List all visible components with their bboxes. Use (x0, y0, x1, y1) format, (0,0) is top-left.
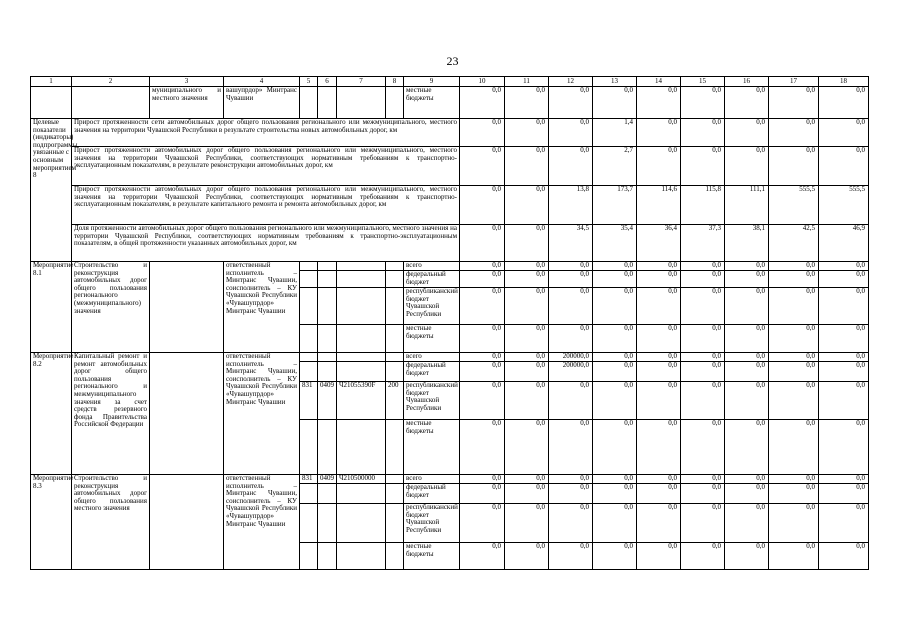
value-cell: 0,0 (505, 420, 549, 475)
col-header: 3 (150, 77, 224, 87)
value-cell: 0,0 (460, 262, 505, 271)
col-header: 7 (337, 77, 386, 87)
col-header: 15 (681, 77, 725, 87)
value-cell: 0,0 (725, 475, 769, 484)
value-cell: 0,0 (637, 484, 681, 504)
value-cell: 0,0 (681, 271, 725, 288)
header-row (31, 77, 869, 87)
cell (386, 288, 404, 325)
value-cell: 0,0 (819, 87, 869, 119)
cell (318, 288, 337, 325)
value-cell: 0,0 (819, 484, 869, 504)
cell (318, 362, 337, 382)
value-cell: 0,0 (505, 475, 549, 484)
value-cell: 0,0 (681, 362, 725, 382)
value-cell: 0,0 (819, 362, 869, 382)
responsible-cell: ответственный исполнитель – Минтранс Чувашии, соисполнитель – КУ Чувашской Республики «Чувашупрдор» Минтранс Чувашии (224, 475, 300, 570)
value-cell: 0,0 (725, 325, 769, 353)
value-cell: 0,0 (549, 147, 593, 186)
value-cell: 0,0 (460, 186, 505, 225)
cell (300, 543, 318, 570)
value-cell: 0,0 (505, 504, 549, 543)
value-cell: 0,0 (681, 543, 725, 570)
cell (31, 87, 72, 119)
value-cell: 0,0 (637, 87, 681, 119)
indicator-text: Прирост протяженности сети автомобильных дорог общего пользования регионального или межмуниципального, местного значения на территории Чувашской Республики в результате строительства новых автомобильных дорог, км (72, 119, 460, 147)
source-cell: местные бюджеты (404, 87, 460, 119)
value-cell: 0,0 (819, 504, 869, 543)
value-cell: 0,0 (819, 262, 869, 271)
value-cell: 0,0 (819, 288, 869, 325)
cell (318, 420, 337, 475)
value-cell: 0,0 (725, 382, 769, 420)
value-cell: 0,0 (637, 325, 681, 353)
value-cell: 173,7 (593, 186, 637, 225)
value-cell: 0,0 (769, 382, 819, 420)
col-header: 12 (549, 77, 593, 87)
cell (386, 325, 404, 353)
value-cell: 0,0 (549, 504, 593, 543)
value-cell: 0,0 (637, 262, 681, 271)
cell (386, 484, 404, 504)
page-number: 23 (446, 54, 459, 68)
value-cell: 0,0 (725, 147, 769, 186)
value-cell: 555,5 (819, 186, 869, 225)
value-cell: 0,0 (637, 543, 681, 570)
cell (337, 325, 386, 353)
value-cell: 0,0 (637, 420, 681, 475)
cell (386, 543, 404, 570)
value-cell: 42,5 (769, 225, 819, 262)
cell (386, 353, 404, 362)
col-header: 5 (300, 77, 318, 87)
col-header: 11 (505, 77, 549, 87)
cell (318, 87, 337, 119)
value-cell: 0,0 (460, 119, 505, 147)
event-row (31, 262, 869, 271)
value-cell: 0,0 (725, 271, 769, 288)
cell (337, 504, 386, 543)
value-cell: 0,0 (593, 288, 637, 325)
value-cell: 0,0 (505, 353, 549, 362)
cell (386, 271, 404, 288)
value-cell: 0,0 (460, 420, 505, 475)
indicator-text: Доля протяженности автомобильных дорог общего пользования регионального или межмуниципального, местного значения на территории Чувашской Республики, соответствующих нормативным требованиям к транспортно-эксплуатационным показателям, в общей протяженности указанных автомобильных дорог, км (72, 225, 460, 262)
value-cell: 0,0 (637, 119, 681, 147)
cell (337, 271, 386, 288)
value-cell: 0,0 (549, 325, 593, 353)
value-cell: 35,4 (593, 225, 637, 262)
value-cell: 1,4 (593, 119, 637, 147)
value-cell: 0,0 (637, 353, 681, 362)
col-header: 10 (460, 77, 505, 87)
value-cell: 0,0 (549, 543, 593, 570)
col-header: 4 (224, 77, 300, 87)
indicator-row (31, 147, 869, 186)
cell (318, 353, 337, 362)
value-cell: 0,0 (769, 353, 819, 362)
value-cell: 0,0 (505, 362, 549, 382)
cell (300, 87, 318, 119)
value-cell: 0,0 (505, 382, 549, 420)
value-cell: 13,8 (549, 186, 593, 225)
value-cell: 0,0 (460, 504, 505, 543)
value-cell: 111,1 (725, 186, 769, 225)
value-cell: 36,4 (637, 225, 681, 262)
value-cell: 0,0 (460, 87, 505, 119)
col-header: 1 (31, 77, 72, 87)
value-cell: 0,0 (769, 271, 819, 288)
value-cell: 0,0 (725, 262, 769, 271)
cell (337, 484, 386, 504)
cell (150, 475, 224, 570)
value-cell: 0,0 (549, 119, 593, 147)
value-cell: 0,0 (819, 353, 869, 362)
value-cell: 0,0 (505, 225, 549, 262)
cell (386, 362, 404, 382)
cell (337, 353, 386, 362)
source-cell: республиканский бюджет Чувашской Республики (404, 382, 460, 420)
value-cell: 0,0 (593, 353, 637, 362)
source-cell: федеральный бюджет (404, 362, 460, 382)
cell (318, 504, 337, 543)
value-cell: 0,0 (593, 484, 637, 504)
value-cell: 0,0 (460, 382, 505, 420)
value-cell: 0,0 (769, 147, 819, 186)
value-cell: 0,0 (549, 484, 593, 504)
event-row (31, 475, 869, 484)
value-cell: 0,0 (460, 225, 505, 262)
value-cell: 0,0 (769, 288, 819, 325)
kbk-vr (386, 475, 404, 484)
cell (300, 504, 318, 543)
value-cell: 0,0 (819, 325, 869, 353)
value-cell: 0,0 (505, 119, 549, 147)
value-cell: 0,0 (725, 288, 769, 325)
value-cell: 0,0 (460, 288, 505, 325)
source-cell: федеральный бюджет (404, 271, 460, 288)
value-cell: 0,0 (460, 362, 505, 382)
value-cell: 0,0 (769, 420, 819, 475)
value-cell: 0,0 (505, 147, 549, 186)
kbk-rzpr: 0409 (318, 382, 337, 420)
col-header: 6 (318, 77, 337, 87)
col-header: 16 (725, 77, 769, 87)
table-row (31, 87, 869, 119)
value-cell: 0,0 (637, 382, 681, 420)
value-cell: 0,0 (505, 325, 549, 353)
cell (150, 262, 224, 353)
kbk-grbs: 831 (300, 475, 318, 484)
event-label: Мероприятие 8.2 (31, 353, 72, 475)
value-cell: 0,0 (819, 543, 869, 570)
cell (318, 543, 337, 570)
value-cell: 0,0 (819, 147, 869, 186)
value-cell: 0,0 (460, 271, 505, 288)
cell (337, 87, 386, 119)
cell (337, 362, 386, 382)
value-cell: 0,0 (725, 543, 769, 570)
value-cell: 38,1 (725, 225, 769, 262)
value-cell: 0,0 (593, 475, 637, 484)
cell (300, 420, 318, 475)
value-cell: 0,0 (681, 484, 725, 504)
value-cell: 0,0 (681, 382, 725, 420)
indicator-row (31, 225, 869, 262)
cell (300, 271, 318, 288)
event-name: Строительство и реконструкция автомобильных дорог общего пользования местного значения (72, 475, 150, 570)
value-cell: 0,0 (819, 271, 869, 288)
value-cell: 0,0 (593, 87, 637, 119)
col-header: 8 (386, 77, 404, 87)
col-header: 14 (637, 77, 681, 87)
value-cell: 0,0 (549, 271, 593, 288)
cell (318, 262, 337, 271)
cell (337, 262, 386, 271)
value-cell: 0,0 (681, 147, 725, 186)
cell (300, 288, 318, 325)
value-cell: 0,0 (769, 543, 819, 570)
cell (337, 288, 386, 325)
source-cell: федеральный бюджет (404, 484, 460, 504)
value-cell: 0,0 (637, 362, 681, 382)
value-cell: 0,0 (460, 147, 505, 186)
cell (337, 420, 386, 475)
indicator-row (31, 119, 869, 147)
value-cell: 0,0 (725, 119, 769, 147)
cell (300, 484, 318, 504)
value-cell: 0,0 (769, 362, 819, 382)
value-cell: 0,0 (769, 87, 819, 119)
value-cell: 0,0 (769, 119, 819, 147)
value-cell: 0,0 (725, 504, 769, 543)
source-cell: всего (404, 353, 460, 362)
value-cell: 0,0 (725, 362, 769, 382)
col-header: 18 (819, 77, 869, 87)
responsible-cell: ответственный исполнитель – Минтранс Чувашии, соисполнитель – КУ Чувашской Республики «Чувашупрдор» Минтранс Чувашии (224, 262, 300, 353)
value-cell: 0,0 (725, 484, 769, 504)
indicator-row (31, 186, 869, 225)
value-cell: 0,0 (593, 271, 637, 288)
kbk-rzpr: 0409 (318, 475, 337, 484)
value-cell: 0,0 (769, 504, 819, 543)
value-cell: 0,0 (593, 362, 637, 382)
value-cell: 0,0 (505, 262, 549, 271)
value-cell: 0,0 (505, 271, 549, 288)
value-cell: 0,0 (505, 484, 549, 504)
value-cell: 0,0 (593, 543, 637, 570)
value-cell: 0,0 (593, 382, 637, 420)
value-cell: 0,0 (681, 475, 725, 484)
value-cell: 37,3 (681, 225, 725, 262)
value-cell: 0,0 (549, 475, 593, 484)
value-cell: 0,0 (637, 147, 681, 186)
source-cell: местные бюджеты (404, 420, 460, 475)
event-name: Капитальный ремонт и ремонт автомобильных дорог общего пользования регионального и межмуниципального значения за счет средств резервного фонда Правительства Российской Федерации (72, 353, 150, 475)
cell (386, 262, 404, 271)
value-cell: 0,0 (681, 504, 725, 543)
col-header: 13 (593, 77, 637, 87)
source-cell: местные бюджеты (404, 543, 460, 570)
responsible-cell: ответственный исполнитель – Минтранс Чувашии, соисполнитель – КУ Чувашской Республики «Чувашупрдор» Минтранс Чувашии (224, 353, 300, 475)
value-cell: 2,7 (593, 147, 637, 186)
cell (386, 87, 404, 119)
cell (72, 87, 150, 119)
value-cell: 0,0 (505, 288, 549, 325)
value-cell: 0,0 (549, 420, 593, 475)
value-cell: 0,0 (819, 475, 869, 484)
value-cell: 0,0 (769, 484, 819, 504)
event-label: Мероприятие 8.3 (31, 475, 72, 570)
value-cell: 0,0 (637, 271, 681, 288)
value-cell: 0,0 (637, 475, 681, 484)
cell (386, 420, 404, 475)
cell (318, 325, 337, 353)
value-cell: 0,0 (769, 262, 819, 271)
value-cell: 0,0 (681, 119, 725, 147)
kbk-csr: Ч210500000 (337, 475, 386, 484)
value-cell: 0,0 (681, 325, 725, 353)
value-cell: 0,0 (593, 325, 637, 353)
value-cell: 0,0 (819, 382, 869, 420)
event-row (31, 353, 869, 362)
budget-table (30, 76, 869, 570)
cell (150, 353, 224, 475)
value-cell: 0,0 (505, 543, 549, 570)
event-label: Мероприятие 8.1 (31, 262, 72, 353)
kbk-grbs: 831 (300, 382, 318, 420)
cell (386, 504, 404, 543)
kbk-vr: 200 (386, 382, 404, 420)
value-cell: 0,0 (549, 382, 593, 420)
value-cell: 0,0 (681, 288, 725, 325)
value-cell: 0,0 (549, 262, 593, 271)
indicator-text: Прирост протяженности автомобильных дорог общего пользования регионального или межмуниципального, местного значения на территории Чувашской Республики, соответствующих нормативным требованиям к транспортно-эксплуатационным показателям, в результате капитального ремонта и ремонта автомобильных дорог, км (72, 186, 460, 225)
kbk-csr: Ч21055390F (337, 382, 386, 420)
value-cell: 200000,0 (549, 353, 593, 362)
value-cell: 0,0 (460, 325, 505, 353)
value-cell: 0,0 (819, 420, 869, 475)
cell (318, 271, 337, 288)
value-cell: 0,0 (460, 475, 505, 484)
value-cell: 0,0 (593, 262, 637, 271)
indicator-text: Прирост протяженности автомобильных дорог общего пользования регионального или межмуниципального, местного значения на территории Чувашской Республики, соответствующих нормативным требованиям к транспортно-эксплуатационным показателям, в результате реконструкции автомобильных дорог, км (72, 147, 460, 186)
event-name: Строительство и реконструкция автомобильных дорог общего пользования регионального (межмуниципального) значения (72, 262, 150, 353)
source-cell: всего (404, 475, 460, 484)
value-cell: 115,8 (681, 186, 725, 225)
name-cell: муниципального и местного значения (150, 87, 224, 119)
value-cell: 0,0 (769, 325, 819, 353)
value-cell: 34,5 (549, 225, 593, 262)
source-cell: республиканский бюджет Чувашской Республики (404, 504, 460, 543)
value-cell: 0,0 (819, 119, 869, 147)
value-cell: 0,0 (681, 87, 725, 119)
source-cell: всего (404, 262, 460, 271)
value-cell: 0,0 (725, 353, 769, 362)
value-cell: 0,0 (681, 262, 725, 271)
cell (337, 543, 386, 570)
value-cell: 0,0 (725, 420, 769, 475)
value-cell: 0,0 (549, 87, 593, 119)
value-cell: 0,0 (505, 186, 549, 225)
cell (300, 362, 318, 382)
value-cell: 0,0 (593, 504, 637, 543)
value-cell: 0,0 (637, 288, 681, 325)
value-cell: 0,0 (681, 353, 725, 362)
cell (318, 484, 337, 504)
value-cell: 555,5 (769, 186, 819, 225)
value-cell: 114,6 (637, 186, 681, 225)
value-cell: 46,9 (819, 225, 869, 262)
value-cell: 0,0 (681, 420, 725, 475)
value-cell: 0,0 (460, 484, 505, 504)
value-cell: 0,0 (460, 543, 505, 570)
col-header: 17 (769, 77, 819, 87)
col-header: 2 (72, 77, 150, 87)
value-cell: 0,0 (725, 87, 769, 119)
cell (300, 353, 318, 362)
source-cell: местные бюджеты (404, 325, 460, 353)
responsible-cell: вашупрдор» Минтранс Чувашии (224, 87, 300, 119)
value-cell: 0,0 (505, 87, 549, 119)
value-cell: 0,0 (769, 475, 819, 484)
cell (300, 262, 318, 271)
value-cell: 200000,0 (549, 362, 593, 382)
source-cell: республиканский бюджет Чувашской Республики (404, 288, 460, 325)
value-cell: 0,0 (637, 504, 681, 543)
value-cell: 0,0 (593, 420, 637, 475)
col-header: 9 (404, 77, 460, 87)
value-cell: 0,0 (460, 353, 505, 362)
indicators-label: Целевые показатели (индикаторы) подпрограммы, увязанные с основным мероприятием 8 (31, 119, 72, 262)
value-cell: 0,0 (549, 288, 593, 325)
cell (300, 325, 318, 353)
